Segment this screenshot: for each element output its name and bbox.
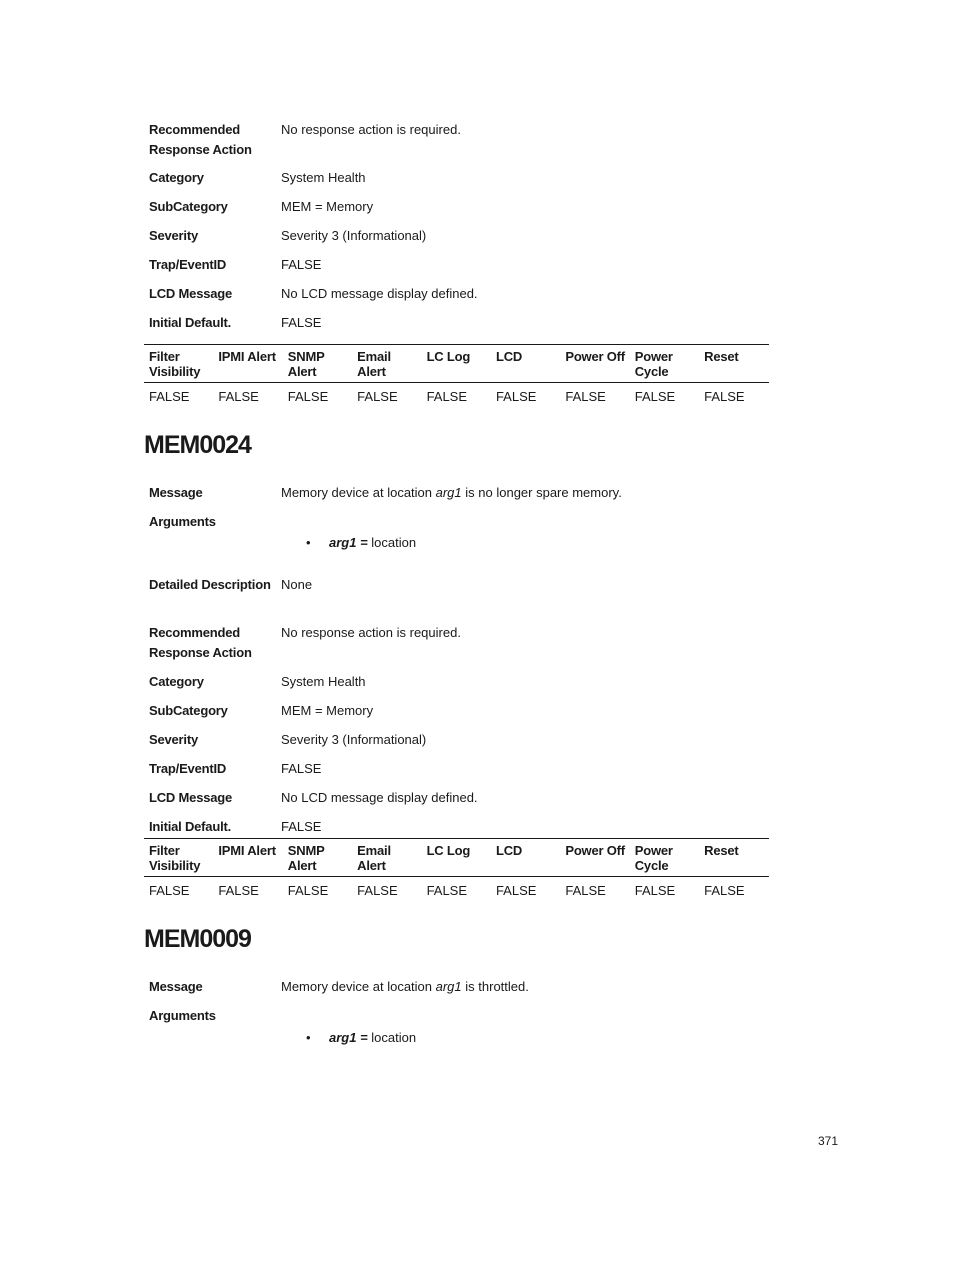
attr-value: Severity 3 (Informational) [281,732,427,747]
attr-label: Recommended Response Action [149,625,252,660]
filter-header-cell: IPMI Alert [218,349,276,364]
attr-label: Message [149,979,203,994]
attr-row-arguments [144,512,769,575]
attr-label: Trap/EventID [149,257,227,272]
filter-header-cell: Reset [704,349,739,364]
event-heading: MEM0009 [144,925,251,953]
attr-label: SubCategory [149,199,228,214]
filter-value-cell: FALSE [149,883,190,898]
attr-row-detailed-description [144,575,769,623]
filter-value-cell: FALSE [287,883,329,898]
attr-row-category [144,672,769,701]
attr-row-arguments [144,1006,769,1069]
arguments-list [281,533,769,552]
filter-header-cell: Email Alert [357,843,391,873]
attr-label: Arguments [149,514,216,529]
filter-value-cell: FALSE [218,389,259,404]
attr-value [281,512,769,575]
attr-value: No response action is required. [281,122,461,137]
filter-value-cell: FALSE [218,883,259,898]
argument-text: location [371,535,417,550]
argument-item [281,533,769,552]
filter-header-cell: Filter Visibility [149,843,201,873]
attr-row-severity [144,730,769,759]
filter-value-cell: FALSE [495,883,537,898]
filter-header-cell: Power Off [565,349,625,364]
attr-value: None [281,577,313,592]
message-text: Memory device at location [281,485,436,500]
filter-value-cell: FALSE [704,883,745,898]
filter-value-cell: FALSE [565,883,606,898]
attr-row-trap-eventid [144,759,769,788]
filter-value-cell: FALSE [426,389,468,404]
attr-value: Severity 3 (Informational) [281,228,427,243]
attr-label: Severity [149,228,198,243]
filter-header-cell: LC Log [426,843,471,858]
event-heading: MEM0024 [144,431,251,459]
attr-label: Initial Default. [149,315,232,330]
filter-header-cell: LCD [495,349,523,364]
attr-row-lcd-message [144,788,769,817]
filter-value-cell: FALSE [634,883,676,898]
attr-label: SubCategory [149,703,228,718]
filter-value-cell: FALSE [357,883,398,898]
message-text: is no longer spare memory. [461,485,622,500]
attr-row-trap-eventid [144,255,769,284]
filter-table-row [144,383,769,405]
filter-value-cell: FALSE [357,389,398,404]
filter-table [144,344,769,405]
filter-value-cell: FALSE [704,389,745,404]
attr-label: LCD Message [149,286,233,301]
filter-header-cell: SNMP Alert [287,843,325,873]
attr-label: Recommended Response Action [149,122,252,157]
attr-value: No response action is required. [281,625,461,640]
arguments-list [281,1028,769,1047]
argument-name: arg1 = [329,1030,368,1045]
attribute-table [144,483,769,846]
message-arg: arg1 [435,485,462,500]
message-arg: arg1 [435,979,462,994]
attr-row-message [144,977,769,1006]
filter-header-cell: LC Log [426,349,471,364]
filter-table-header [144,344,769,383]
filter-header-cell: Email Alert [357,349,391,379]
attr-value: MEM = Memory [281,703,374,718]
filter-value-cell: FALSE [149,389,190,404]
filter-header-cell: Power Off [565,843,625,858]
attr-label: Trap/EventID [149,761,227,776]
filter-header-cell: Reset [704,843,739,858]
attr-row-lcd-message [144,284,769,313]
attr-value: FALSE [281,761,322,776]
attr-value: MEM = Memory [281,199,374,214]
attr-value [281,1006,769,1069]
attr-value [281,977,769,1006]
message-text: Memory device at location [281,979,436,994]
page-number: 371 [818,1134,839,1148]
filter-value-cell: FALSE [495,389,537,404]
filter-header-cell: Filter Visibility [149,349,201,379]
attr-row-recommended-response-action [144,623,769,672]
argument-text: location [371,1030,417,1045]
argument-item [281,1028,769,1047]
attr-value: No LCD message display defined. [281,286,478,301]
message-text: is throttled. [461,979,529,994]
attr-label: Detailed Description [149,577,271,592]
attr-value: No LCD message display defined. [281,790,478,805]
attr-label: LCD Message [149,790,233,805]
attr-label: Severity [149,732,198,747]
attr-label: Message [149,485,203,500]
filter-header-cell: LCD [495,843,523,858]
filter-header-cell: Power Cycle [634,349,673,379]
attr-label: Initial Default. [149,819,232,834]
filter-header-cell: Power Cycle [634,843,673,873]
attr-value: FALSE [281,315,322,330]
attr-value: System Health [281,170,366,185]
attr-row-recommended-response-action [144,120,769,168]
attribute-table [144,120,769,342]
attr-label: Arguments [149,1008,216,1023]
filter-table-row [144,877,769,899]
filter-header-cell: IPMI Alert [218,843,276,858]
filter-value-cell: FALSE [426,883,468,898]
bullet-icon: • [306,535,311,550]
argument-name: arg1 = [329,535,368,550]
bullet-icon: • [306,1030,311,1045]
attr-row-category [144,168,769,197]
attr-row-message [144,483,769,512]
attr-row-subcategory [144,197,769,226]
attr-row-initial-default [144,313,769,342]
filter-value-cell: FALSE [565,389,606,404]
filter-table [144,838,769,899]
attr-row-subcategory [144,701,769,730]
attribute-table [144,977,769,1069]
attr-value: FALSE [281,819,322,834]
attr-value: System Health [281,674,366,689]
attr-value [281,483,769,512]
attr-label: Category [149,170,204,185]
attr-label: Category [149,674,204,689]
filter-header-cell: SNMP Alert [287,349,325,379]
attr-value: FALSE [281,257,322,272]
filter-table-header [144,838,769,877]
filter-value-cell: FALSE [287,389,329,404]
filter-value-cell: FALSE [634,389,676,404]
attr-row-severity [144,226,769,255]
